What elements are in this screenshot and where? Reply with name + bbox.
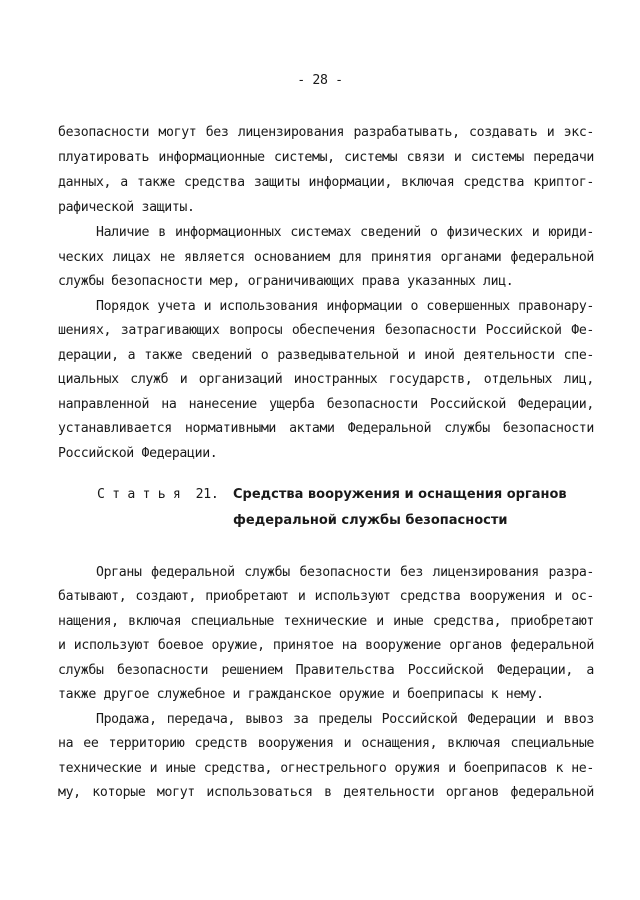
text-line: рафической защиты. <box>58 200 195 215</box>
text-line: Продажа, передача, вывоз за пределы Российской Федерации и ввоз <box>96 712 594 727</box>
text-line: направленной на нанесение ущерба безопасности Российской Федерации, <box>58 397 594 412</box>
text-line: шениях, затрагивающих вопросы обеспечения безопасности Российской Фе- <box>58 323 594 338</box>
text-line: Порядок учета и использования информации о совершенных правонару- <box>96 299 594 314</box>
text-line: нащения, включая специальные технические и иные средства, приобретают <box>58 614 594 629</box>
text-line: Наличие в информационных системах сведений о физических и юриди- <box>96 225 594 240</box>
page-number: - 28 - <box>297 73 343 88</box>
text-line: службы безопасности решением Правительства Российской Федерации, а <box>58 663 594 678</box>
text-line: ческих лицах не является основанием для принятия органами федеральной <box>58 250 594 265</box>
article-title: Средства вооружения и оснащения органов <box>233 487 567 502</box>
text-line: технические и иные средства, огнестрельного оружия и боеприпасов к не- <box>58 761 594 776</box>
article-label: С т а т ь я 21. <box>97 487 219 502</box>
text-line: устанавливается нормативными актами Федеральной службы безопасности <box>58 421 594 436</box>
text-line: и используют боевое оружие, принятое на вооружение органов федеральной <box>58 638 594 653</box>
text-line: безопасности могут без лицензирования разрабатывать, создавать и экс- <box>58 125 594 140</box>
text-line: Органы федеральной службы безопасности без лицензирования разра- <box>96 565 594 580</box>
text-line: циальных служб и организаций иностранных государств, отдельных лиц, <box>58 372 594 387</box>
text-line: на ее территорию средств вооружения и оснащения, включая специальные <box>58 736 594 751</box>
text-line: данных, а также средства защиты информации, включая средства криптог- <box>58 175 594 190</box>
text-line: му, которые могут использоваться в деятельности органов федеральной <box>58 785 594 800</box>
text-line: службы безопасности мер, ограничивающих права указанных лиц. <box>58 274 514 289</box>
text-line: батывают, создают, приобретают и используют средства вооружения и ос- <box>58 589 594 604</box>
text-line: плуатировать информационные системы, системы связи и системы передачи <box>58 150 594 165</box>
text-line: дерации, а также сведений о разведывательной и иной деятельности спе- <box>58 348 594 363</box>
text-line: Российской Федерации. <box>58 446 218 461</box>
article-title: федеральной службы безопасности <box>233 513 508 528</box>
text-line: также другое служебное и гражданское оружие и боеприпасы к нему. <box>58 687 544 702</box>
